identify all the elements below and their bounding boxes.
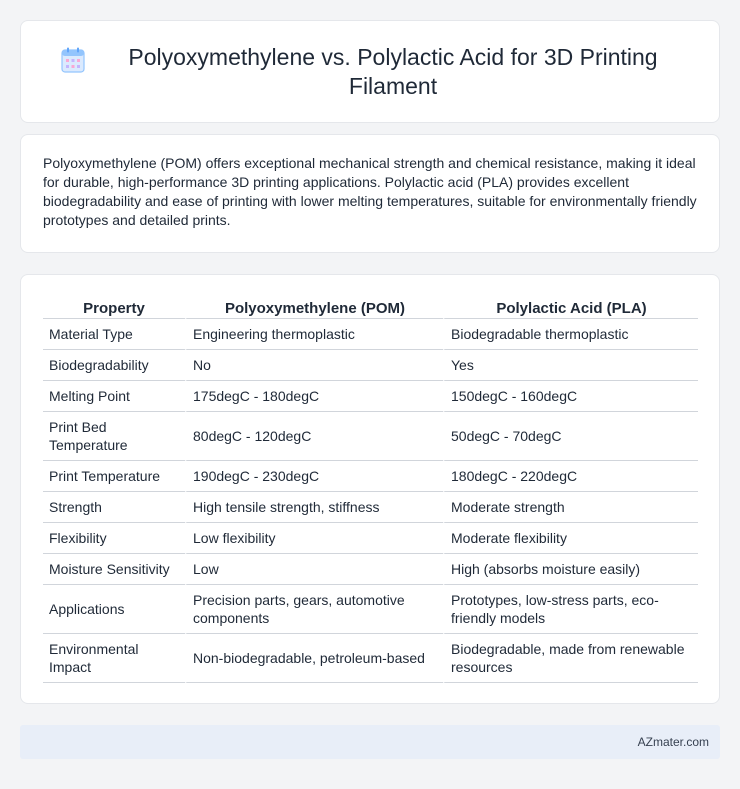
pla-cell: 50degC - 70degC	[443, 412, 698, 461]
table-row	[43, 412, 698, 461]
table-header-row	[43, 295, 698, 319]
calendar-grid-icon	[61, 47, 85, 73]
pom-cell: No	[185, 350, 443, 381]
property-cell: Flexibility	[43, 523, 185, 554]
table-row	[43, 554, 698, 585]
comparison-table	[43, 295, 698, 683]
table-row	[43, 461, 698, 492]
pom-cell: 175degC - 180degC	[185, 381, 443, 412]
property-cell: Melting Point	[43, 381, 185, 412]
property-cell: Environmental Impact	[43, 634, 185, 683]
title-row	[61, 43, 679, 101]
pom-cell: Low	[185, 554, 443, 585]
pom-cell: Low flexibility	[185, 523, 443, 554]
property-cell: Print Temperature	[43, 461, 185, 492]
property-cell: Moisture Sensitivity	[43, 554, 185, 585]
comparison-card	[20, 274, 720, 704]
table-row	[43, 381, 698, 412]
header-pom: Polyoxymethylene (POM)	[185, 295, 443, 319]
footer-brand: AZmater.com	[637, 735, 709, 749]
pla-cell: Moderate strength	[443, 492, 698, 523]
footer-bar	[20, 725, 720, 759]
pla-cell: 180degC - 220degC	[443, 461, 698, 492]
table-row	[43, 585, 698, 634]
pla-cell: Prototypes, low-stress parts, eco-friendly models	[443, 585, 698, 634]
table-row	[43, 492, 698, 523]
pla-cell: Yes	[443, 350, 698, 381]
pla-cell: High (absorbs moisture easily)	[443, 554, 698, 585]
table-row	[43, 319, 698, 350]
pom-cell: 80degC - 120degC	[185, 412, 443, 461]
table-row	[43, 634, 698, 683]
pom-cell: 190degC - 230degC	[185, 461, 443, 492]
pla-cell: Biodegradable, made from renewable resources	[443, 634, 698, 683]
property-cell: Biodegradability	[43, 350, 185, 381]
pla-cell: Moderate flexibility	[443, 523, 698, 554]
pom-cell: Precision parts, gears, automotive components	[185, 585, 443, 634]
property-cell: Applications	[43, 585, 185, 634]
pla-cell: 150degC - 160degC	[443, 381, 698, 412]
table-row	[43, 523, 698, 554]
pom-cell: High tensile strength, stiffness	[185, 492, 443, 523]
header-property: Property	[43, 295, 185, 319]
summary-card	[20, 134, 720, 253]
pom-cell: Non-biodegradable, petroleum-based	[185, 634, 443, 683]
summary-text: Polyoxymethylene (POM) offers exceptional mechanical strength and chemical resistance, making it ideal for durable, high-performance 3D printing applications. Polylactic acid (PLA) provides excellent biodegradability and ease of printing with lower melting temperatures, suitable for environmentally friendly prototypes and detailed prints.	[43, 155, 697, 228]
property-cell: Material Type	[43, 319, 185, 350]
table-row	[43, 350, 698, 381]
pom-cell: Engineering thermoplastic	[185, 319, 443, 350]
property-cell: Strength	[43, 492, 185, 523]
page-title: Polyoxymethylene vs. Polylactic Acid for 3D Printing Filament	[128, 43, 658, 99]
header-pla: Polylactic Acid (PLA)	[443, 295, 698, 319]
title-card	[20, 20, 720, 123]
property-cell: Print Bed Temperature	[43, 412, 185, 461]
pla-cell: Biodegradable thermoplastic	[443, 319, 698, 350]
